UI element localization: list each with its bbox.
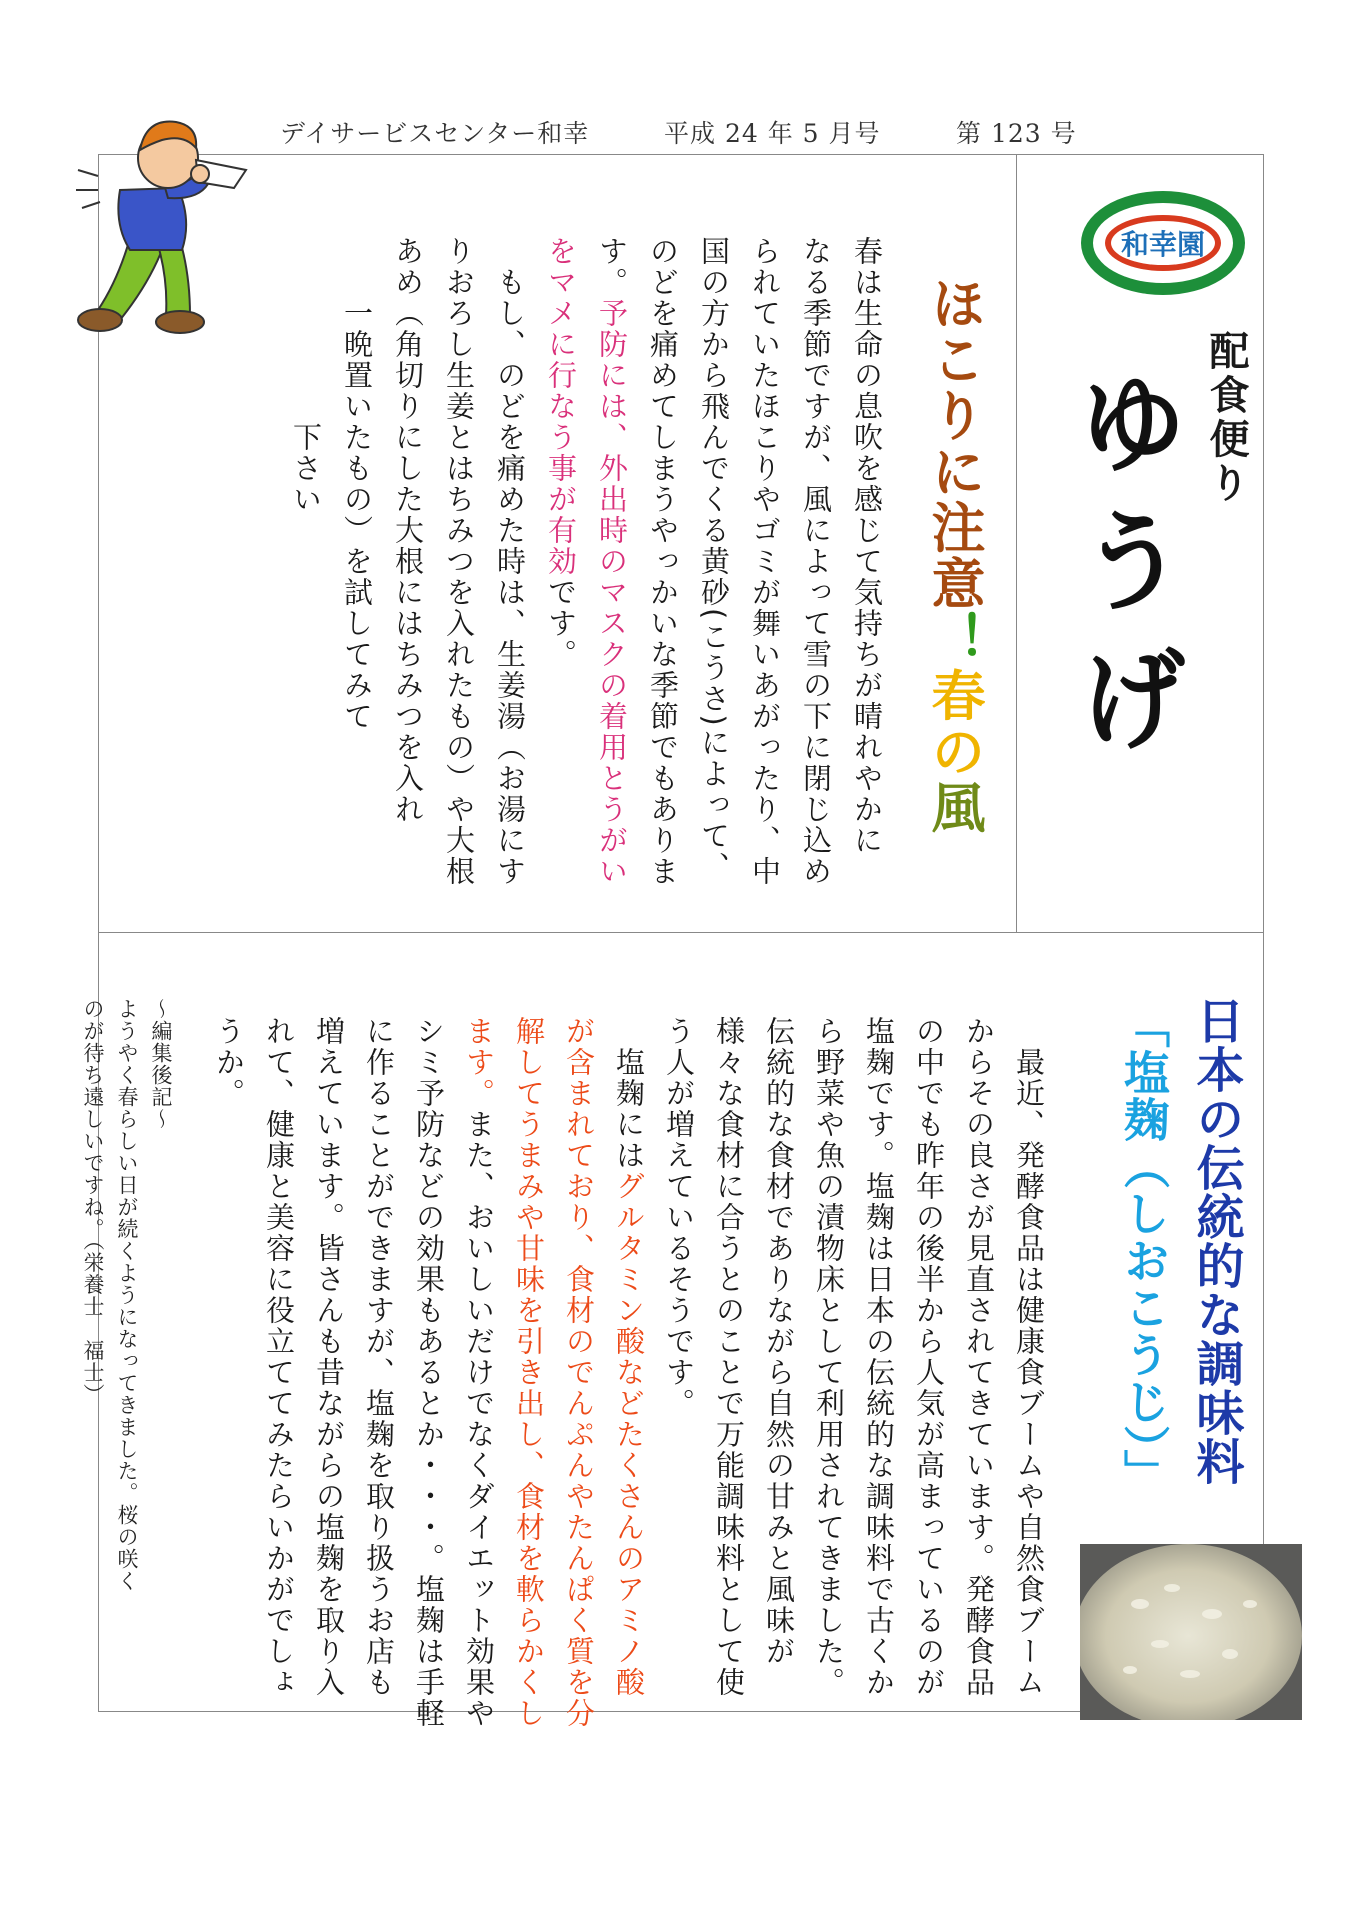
- sneezing-person-illustration: [58, 110, 258, 350]
- article1-title-part1: ほこりに注意: [923, 275, 986, 612]
- horizontal-divider: [98, 932, 1264, 933]
- article1-title: [924, 234, 1044, 836]
- shiokoji-photo: [1080, 1544, 1302, 1720]
- article1-highlight1: 予防には、外出時のマスクの着用とうがい: [595, 298, 629, 887]
- editor-note-line2: のが待ち遠しいですね。（栄養士 福士）: [81, 998, 105, 1406]
- header-date: 平成 24 年 5 月号: [664, 119, 881, 148]
- article2-body: [204, 1016, 1054, 1729]
- article1-title-part4: 風: [923, 779, 986, 836]
- masthead-subtitle: 配食便り: [1203, 330, 1249, 506]
- article1-title-part2: ！: [923, 611, 986, 668]
- article1-body: [280, 236, 892, 887]
- article2-paragraph2-rest: また、おいしいだけでなくダイエット効果や シミ予防などの効果もあるとか・・・。塩麹は手軽 に作ることができますが、塩麹を取り扱うお店も 増えています。皆さんも昔ながらの塩麹を取り入 れて、健康と美容に役立ててみたらいかがでしょ うか。: [212, 1016, 496, 1729]
- article1-title-part3: 春の: [923, 667, 986, 780]
- editor-note-heading: ～編集後記～: [149, 998, 173, 1130]
- wakouen-logo: [1078, 188, 1248, 298]
- masthead-title: ゆうげ: [1060, 366, 1189, 780]
- header-center: デイサービスセンター和幸: [280, 119, 590, 148]
- article1-paragraph2-end: です。: [544, 577, 578, 670]
- editor-note-line1: ようやく春らしい日が続くようになってきました。桜の咲く: [115, 998, 139, 1592]
- article2-highlight: グルタミン酸などたくさんのアミノ酸 が含まれており、食材のでんぷんやたんぱく質を分 解してうまみや甘味を引き出し、食材を軟らかくし ます。: [462, 1016, 646, 1729]
- editor-note: [76, 998, 178, 1592]
- article2-paragraph1: 最近、発酵食品は健康食ブームや自然食ブーム からその良さが見直されてきています。発酵食品 の中でも昨年の後半から人気が高まっているのが 塩麹です。塩麹は日本の伝統的な調味料で古くか ら野菜や魚の漬物床として利用されてきました。 伝統的な食材でありながら自然の甘みと風味が 様々な食材に合うとのことで万能調味料として使 う人が増えているそうです。: [662, 1016, 1046, 1698]
- header-issue: 第 123 号: [956, 119, 1077, 148]
- article1-paragraph3: もし、のどを痛めた時は、生姜湯（お湯にす りおろし生姜とはちみつを入れたもの）や大根 あめ（角切りにした大根にはちみつを入れ 一晩置いたもの）を試してみて 下さい: [289, 236, 527, 887]
- logo-text: 和幸園: [1120, 228, 1206, 261]
- article2-subtitle: 「塩麹（しおこうじ）」: [1117, 1002, 1171, 1496]
- article1-paragraph1: 春は生命の息吹を感じて気持ちが晴れやかに なる季節ですが、風によって雪の下に閉じ込め られていたほこりやゴミが舞いあがったり、中 国の方から飛んでくる黄砂(こうさ)によって、 のどを痛めてしまうやっかいな季節でもありま す。: [595, 236, 884, 887]
- article1-highlight2: をマメに行なう事が有効: [544, 236, 578, 577]
- article2-paragraph2-start: 塩麹には: [612, 1016, 646, 1171]
- article2-title: 日本の伝統的な調味料: [1188, 996, 1244, 1486]
